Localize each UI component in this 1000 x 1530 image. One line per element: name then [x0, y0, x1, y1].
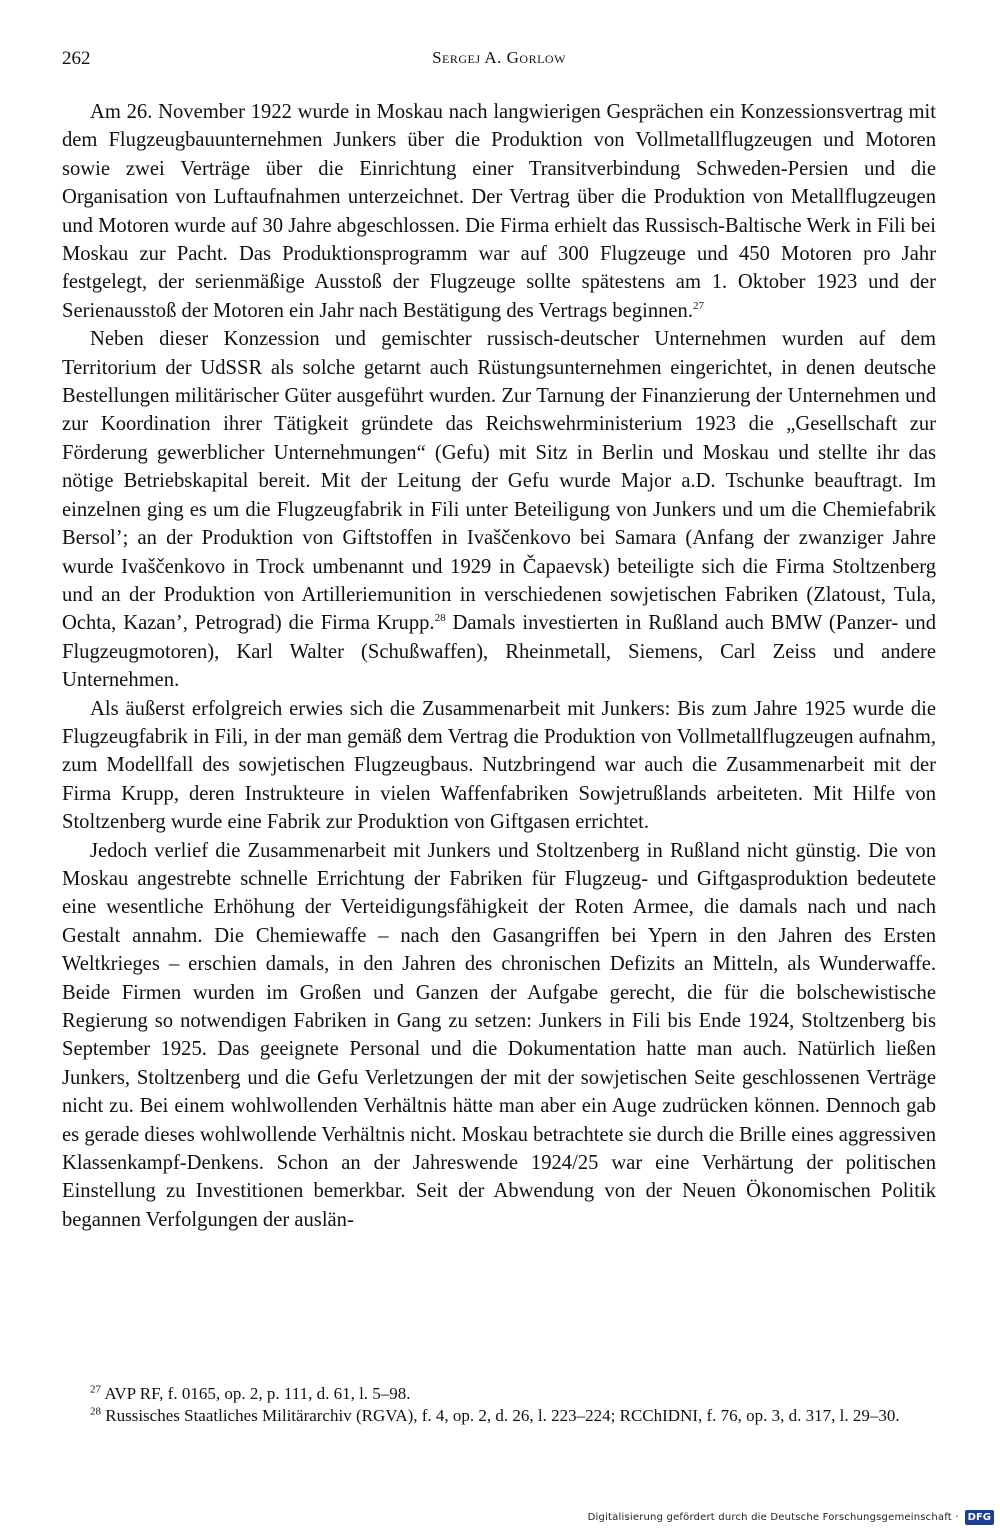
- footnote-ref[interactable]: 28: [434, 612, 446, 625]
- footnote: $^{27}$ AVP RF, f. 0165, op. 2, p. 111, d. 61, l. 5–98.: [90, 1383, 411, 1403]
- paragraph: Neben dieser Konzession und gemischter russisch-deutscher Unternehmen wurden auf dem Territorium der UdSSR als solche getarnt auch Rüstungsunternehmen eingerichtet, in denen deutsche Bestellungen militärischer Güter ausgeführt wurden. Zur Tarnung der Finanzierung der Unternehmen und zur Koordination ihrer Tätigkeit gründete das Reichswehrministerium 1923 die „Gesellschaft zur Förderung gewerblicher Unternehmungen“ (Gefu) mit Sitz in Berlin und Moskau und stellte ihr das nötige Betriebskapital bereit. Mit der Leitung der Gefu wurde Major a.D. Tschunke beauftragt. Im einzelnen ging es um die Flugzeugfabrik in Fili unter Beteiligung von Junkers und um die Chemiefabrik Bersol’; an der Produktion von Giftstoffen in Ivaščenkovo bei Samara (Anfang der zwanziger Jahre wurde Ivaščenkovo in Trock umbenannt und 1929 in Čapaevsk) beteiligte sich die Firma Stoltzenberg und an der Produktion von Artilleriemunition in verschiedenen sowjetischen Fabriken (Zlatoust, Tula, Ochta, Kazan’, Petrograd) die Firma Krupp.$^{28}$ Damals investierten in Rußland auch BMW (Panzer- und Flugzeugmotoren), Karl Walter (Schußwaffen), Rheinmetall, Siemens, Carl Zeiss und andere Unternehmen.: [62, 328, 936, 692]
- running-head: Sergej A. Gorlow: [432, 48, 566, 67]
- paragraph: Am 26. November 1922 wurde in Moskau nach langwierigen Gesprächen ein Konzessionsvertrag mit dem Flugzeugbauunternehmen Junkers über die Produktion von Vollmetallflugzeugen und Motoren sowie zwei Verträge über die Einrichtung einer Transitverbindung Schweden-Persien und die Organisation von Luftaufnahmen unterzeichnet. Der Vertrag über die Produktion von Metallflugzeugen und Motoren wurde auf 30 Jahre abgeschlossen. Die Firma erhielt das Russisch-Baltische Werk in Fili bei Moskau zur Pacht. Das Produktionsprogramm war auf 300 Flugzeuge und 450 Motoren pro Jahr festgelegt, der serienmäßige Ausstoß der Flugzeuge sollte spätestens am 1. Oktober 1923 und der Serienausstoß der Motoren ein Jahr nach Bestätigung des Vertrags beginnen.$^{27}$: [62, 101, 936, 322]
- footnote-ref[interactable]: 27: [693, 299, 705, 312]
- footnote-number: 27: [90, 1383, 101, 1396]
- dfg-logo-icon: DFG: [965, 1510, 994, 1525]
- digitization-credit: [588, 1508, 994, 1526]
- footnote-number: 28: [90, 1405, 101, 1418]
- page-number: 262: [62, 48, 91, 69]
- body-text: [62, 98, 936, 1234]
- paragraph: Als äußerst erfolgreich erwies sich die Zusammenarbeit mit Junkers: Bis zum Jahre 1925 wurde die Flugzeugfabrik in Fili, in der man gemäß dem Vertrag die Produktion von Vollmetallflugzeugen aufnahm, zum Modellfall des sowjetischen Flugzeugbaus. Nutzbringend war auch die Zusammenarbeit mit der Firma Krupp, deren Instrukteure in vielen Waffenfabriken Sowjetrußlands arbeiteten. Mit Hilfe von Stoltzenberg wurde eine Fabrik zur Produktion von Giftgasen errichtet.: [62, 697, 936, 834]
- credit-text: Digitalisierung gefördert durch die Deutsche Forschungsgemeinschaft ·: [587, 1511, 959, 1523]
- page-header: [62, 48, 936, 78]
- footnote: $^{28}$ Russisches Staatliches Militärarchiv (RGVA), f. 4, op. 2, d. 26, l. 223–224; RCChIDNI, f. 76, op. 3, d. 317, l. 29–30.: [90, 1405, 900, 1425]
- footnotes: [62, 1383, 936, 1427]
- paragraph: Jedoch verlief die Zusammenarbeit mit Junkers und Stoltzenberg in Rußland nicht günstig. Die von Moskau angestrebte schnelle Errichtung der Fabriken für Flugzeug- und Giftgasproduktion bedeutete eine wesentliche Erhöhung der Verteidigungsfähigkeit der Roten Armee, die damals nach und nach Gestalt annahm. Die Chemiewaffe – nach den Gasangriffen bei Ypern in den Jahren des Ersten Weltkrieges – erschien damals, in den Jahren des chronischen Defizits an Mitteln, als Wunderwaffe. Beide Firmen wurden im Großen und Ganzen der Aufgabe gerecht, die für die bolschewistische Regierung so notwendigen Fabriken in Gang zu setzen: Junkers in Fili bis Ende 1924, Stoltzenberg bis September 1925. Das geeignete Personal und die Dokumentation hatte man auch. Natürlich ließen Junkers, Stoltzenberg und die Gefu Verletzungen der mit der sowjetischen Seite geschlossenen Verträge nicht zu. Bei einem wohlwollenden Verhältnis hätte man aber ein Auge zudrücken können. Dennoch gab es gerade dieses wohlwollende Verhältnis nicht. Moskau betrachtete sie durch die Brille eines aggressiven Klassenkampf-Denkens. Schon an der Jahreswende 1924/25 war eine Verhärtung der politischen Einstellung zu Investitionen bemerkbar. Seit der Abwendung von der Neuen Ökonomischen Politik begannen Verfolgungen der auslän-: [62, 839, 936, 1231]
